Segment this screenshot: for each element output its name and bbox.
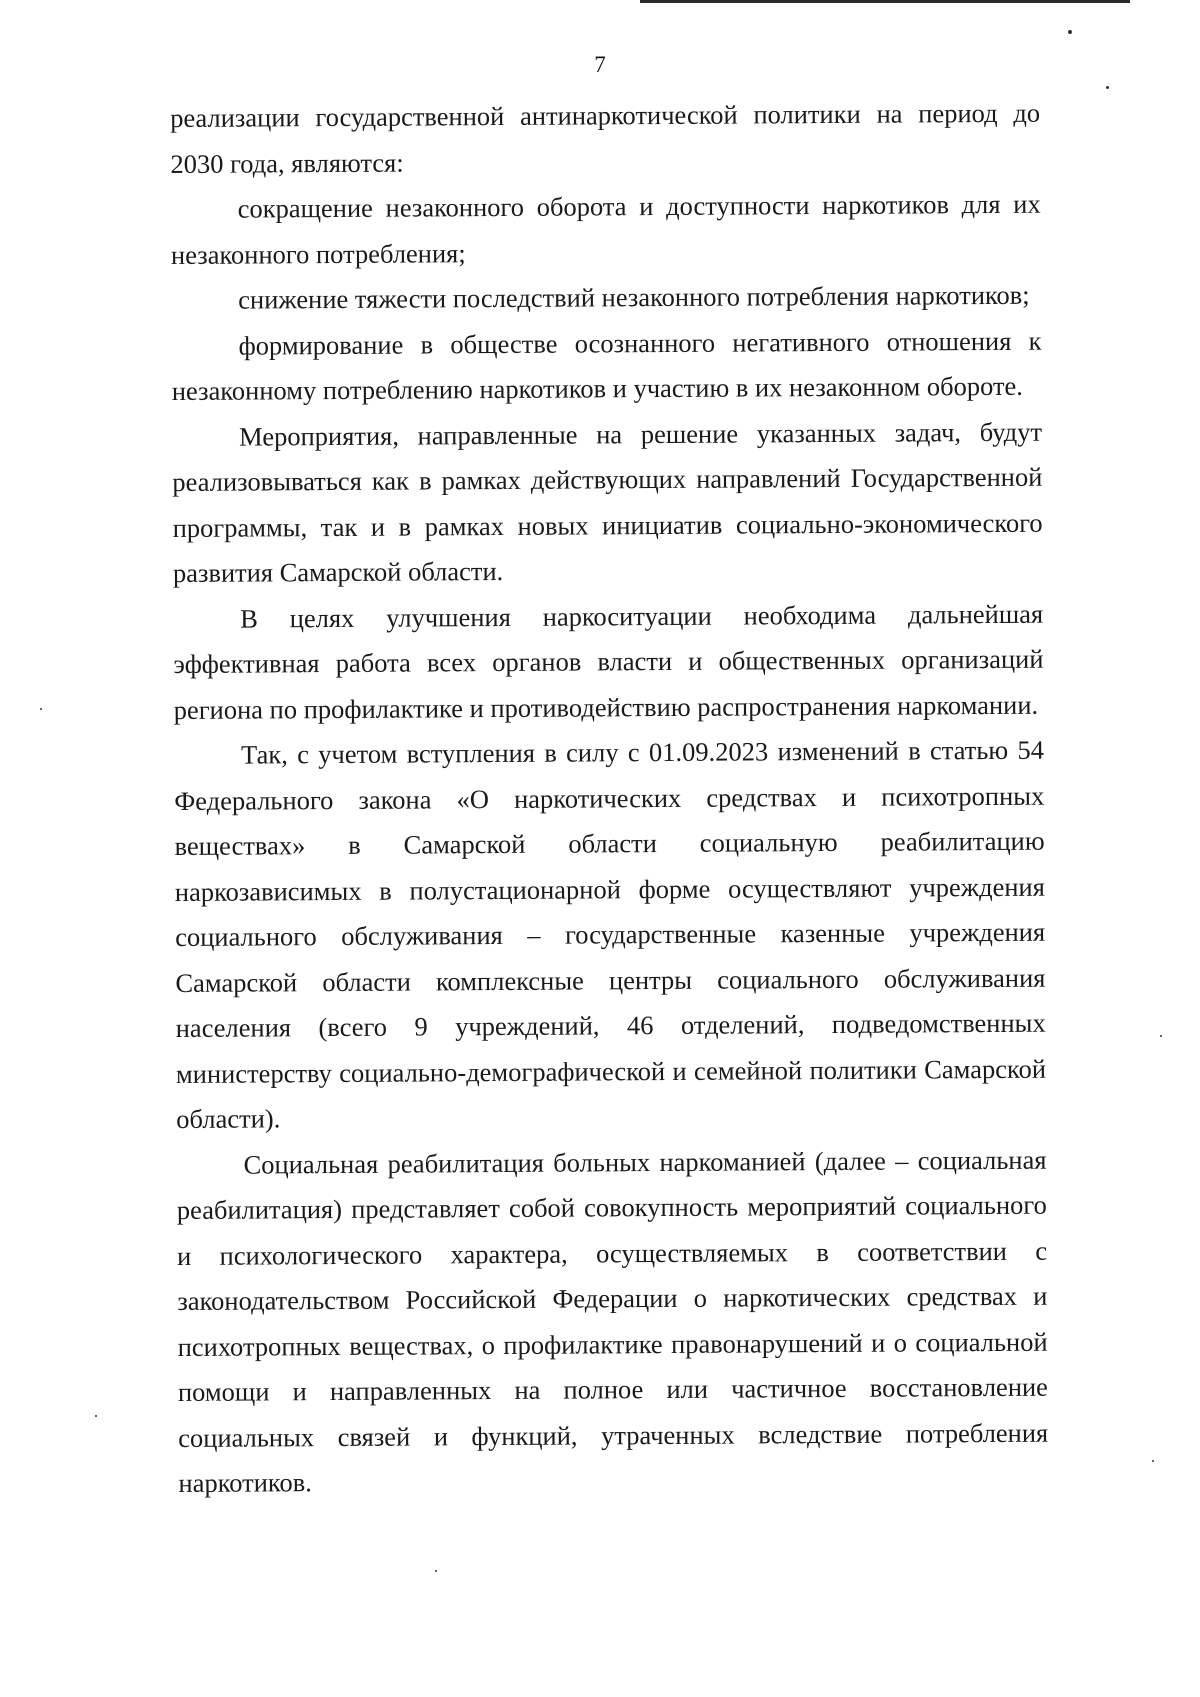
paragraph-rehabilitation-centers: Так, с учетом вступления в силу с 01.09.2023 изменений в статью 54 Федерального закона «О наркотических средствах и психотропных веществах» в Самарской области социальную реабилитацию наркозависимых в полустационарной форме осуществляют учреждения социального обслуживания – государственные казенные учреждения Самарской области комплексные центры социального обслуживания населения (всего 9 учреждений, 46 отделений, подведомственных министерству социально-демографической и семейной политики Самарской области). <box>174 734 1047 1134</box>
scan-speck <box>1068 30 1072 34</box>
paragraph-task-1: сокращение незаконного оборота и доступности наркотиков для их незаконного потребления; <box>170 188 1041 270</box>
scan-speck <box>95 1415 97 1417</box>
scan-speck <box>1152 1460 1154 1462</box>
scan-speck <box>435 1570 437 1572</box>
scan-speck <box>1106 86 1109 89</box>
document-body <box>170 91 1049 1507</box>
scan-speck <box>1160 1035 1162 1037</box>
paragraph-goals: В целях улучшения наркоситуации необходима дальнейшая эффективная работа всех органов власти и общественных организаций региона по профилактике и противодействию распространения наркомании. <box>173 598 1044 725</box>
paragraph-rehabilitation-definition: Социальная реабилитация больных наркоманией (далее – социальная реабилитация) представляет собой совокупность мероприятий социального и психологического характера, осуществляемых в соответствии с законодательством Российской Федерации о наркотических средствах и психотропных веществах, о профилактике правонарушений и о социальной помощи и направленных на полное или частичное восстановление социальных связей и функций, утраченных вследствие потребления наркотиков. <box>176 1144 1049 1498</box>
paragraph-task-3: формирование в обществе осознанного негативного отношения к незаконному потреблению наркотиков и участию в их незаконном обороте. <box>171 325 1042 406</box>
scan-speck <box>40 708 42 710</box>
paragraph-measures: Мероприятия, направленные на решение указанных задач, будут реализовываться как в рамках действующих направлений Государственной программы, так и в рамках новых инициатив социально-экономического развития Самарской области. <box>172 416 1043 588</box>
paragraph-task-2: снижение тяжести последствий незаконного потребления наркотиков; <box>238 279 1030 315</box>
page-number: 7 <box>594 52 606 77</box>
paragraph-continuation: реализации государственной антинаркотической политики на период до 2030 года, являются: <box>170 97 1041 179</box>
scan-edge-line <box>640 0 1130 3</box>
